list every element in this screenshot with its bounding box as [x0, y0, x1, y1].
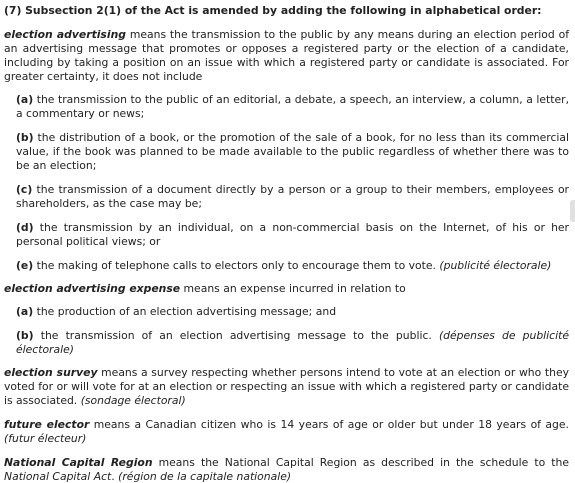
definition-text: means a Canadian citizen who is 14 years of age or older but under 18 years of age.	[89, 418, 569, 431]
paragraph-text: the distribution of a book, or the promotion of the sale of a book, for no less than its commercial value, if the book was planned to be made available to the public regardless of whether there was to be an election;	[16, 131, 569, 172]
definition-text: means the transmission to the public by any means during an election period of an advertising message that promotes or opposes a registered party or the election of a candidate, including by taking a position on an issue with which a registered party or candidate is associated. For greater certainty, it does not include	[4, 28, 570, 83]
paragraph-a	[16, 305, 569, 319]
paragraph-label: (c)	[16, 183, 33, 196]
french-term: (publicité électorale)	[439, 259, 552, 272]
definition-text: means the National Capital Region as described in the schedule to the	[152, 456, 569, 469]
paragraph-e	[16, 259, 569, 273]
document-body	[4, 0, 569, 483]
paragraph-text: the production of an election advertising message; and	[33, 305, 337, 318]
definition-text-after: .	[111, 470, 119, 483]
definition-election-advertising	[4, 28, 569, 84]
paragraph-b	[16, 131, 569, 173]
paragraph-text: the transmission by an individual, on a non-commercial basis on the Internet, of his or her personal political views; or	[16, 221, 569, 248]
scrollbar-thumb[interactable]	[570, 200, 575, 222]
paragraph-label: (a)	[16, 305, 34, 318]
paragraph-c	[16, 183, 569, 211]
paragraph-text: the transmission to the public of an editorial, a debate, a speech, an interview, a column, a letter, a commentary or news;	[16, 93, 569, 120]
paragraph-text: the transmission of an election advertising message to the public.	[33, 329, 439, 342]
paragraph-label: (a)	[16, 93, 34, 106]
defined-term: election advertising	[4, 28, 126, 41]
defined-term: election survey	[4, 366, 98, 379]
definition-national-capital-region	[4, 456, 569, 483]
definition-text: means an expense incurred in relation to	[180, 282, 406, 295]
paragraph-a	[16, 93, 569, 121]
definition-election-advertising-expense	[4, 282, 569, 296]
definition-future-elector	[4, 418, 569, 446]
french-term: (futur électeur)	[4, 432, 87, 445]
paragraph-text: the transmission of a document directly by a person or a group to their members, employees or shareholders, as the case may be;	[16, 183, 569, 210]
act-title: National Capital Act	[4, 470, 112, 483]
french-term: (sondage électoral)	[80, 394, 186, 407]
definition-text: means a survey respecting whether persons intend to vote at an election or who they voted for or will vote for at an election or respecting an issue with which a registered party or candidate is associated.	[4, 366, 569, 407]
defined-term: National Capital Region	[4, 456, 153, 469]
paragraph-label: (d)	[16, 221, 34, 234]
paragraph-label: (b)	[16, 131, 34, 144]
french-term: (région de la capitale nationale)	[118, 470, 292, 483]
paragraph-text: the making of telephone calls to electors only to encourage them to vote.	[33, 259, 440, 272]
paragraph-label: (e)	[16, 259, 34, 272]
defined-term: election advertising expense	[4, 282, 181, 295]
defined-term: future elector	[4, 418, 90, 431]
paragraph-d	[16, 221, 569, 249]
paragraph-label: (b)	[16, 329, 34, 342]
amendment-heading: (7) Subsection 2(1) of the Act is amended by adding the following in alphabetical order:	[4, 4, 542, 17]
paragraph-b	[16, 329, 569, 357]
definition-election-survey	[4, 366, 569, 408]
french-term: (dépenses de publicité électorale)	[16, 329, 569, 356]
